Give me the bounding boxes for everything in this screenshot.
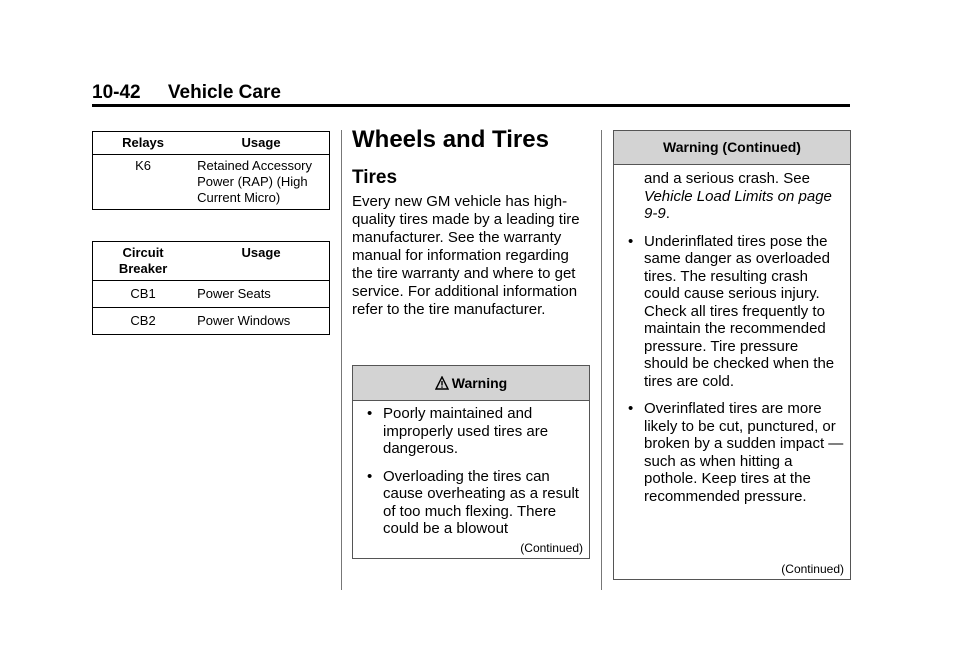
table-row [93,155,330,210]
column-header: Usage [193,242,329,281]
table-row [93,308,330,335]
relays-table [92,131,330,210]
intro-paragraph: Every new GM vehicle has high-quality tires made by a leading tire manufacturer. See the warranty manual for information regarding the tire warranty and where to get service. For additional information refer to the tire manufacturer. [352,193,580,318]
relay-usage: Retained Accessory Power (RAP) (High Current Micro) [197,158,313,205]
breaker-usage: Power Windows [193,308,329,335]
circuit-breaker-table [92,241,330,335]
bullet-text: Overloading the tires can cause overheating as a result of too much flexing. There could be a blowout [383,467,579,537]
page-header [92,82,281,104]
table-header-row [93,132,330,155]
column-header: Usage [193,132,329,155]
bullet-text: Overinflated tires are more likely to be cut, punctured, or broken by a sudden impact — such as when hitting a pothole. Keep tires at the recommended pressure. [644,400,844,505]
warning-bullet [626,400,844,505]
column-header: Relays [93,132,194,155]
column-header: Circuit Breaker [93,242,194,281]
section-heading: Wheels and Tires [352,126,549,153]
breaker-id: CB2 [93,308,194,335]
bullet-icon: • [367,405,373,422]
page-number: 10-42 [92,82,141,103]
breaker-id: CB1 [130,286,156,301]
bullet-icon: • [367,467,373,485]
column-divider-1 [341,130,342,590]
warning-bullet [626,233,844,391]
intro-text-end: . [665,205,670,222]
relay-id: K6 [135,158,151,173]
warning-box [352,365,590,559]
cross-reference: Vehicle Load Limits on page 9-9 [644,187,832,222]
warning-triangle-icon [435,376,449,390]
warning-header [353,366,589,401]
warning-bullet [365,405,583,458]
warning-continuation-text [626,170,844,223]
header-rule [92,104,850,107]
warning-box-continued [613,130,851,580]
continued-label: (Continued) [520,541,583,555]
table-header-row [93,242,330,281]
breaker-usage: Power Seats [197,286,271,301]
continued-label: (Continued) [781,562,844,576]
bullet-text: Poorly maintained and improperly used tires are dangerous. [383,405,549,457]
bullet-text: Underinflated tires pose the same danger as overloaded tires. The resulting crash could cause serious injury. Check all tires frequently to maintain the recommended pressure. Tire pressure should be checked when the tires are cold. [644,232,835,390]
warning-body [353,405,589,538]
warning-bullet [365,468,583,538]
table-row [93,281,330,308]
subsection-heading: Tires [352,167,398,188]
intro-text: and a serious crash. See [644,170,810,187]
warning-title: Warning [451,375,508,391]
column-divider-2 [601,130,602,590]
warning-body [614,170,850,505]
bullet-icon: • [628,400,634,417]
warning-header: Warning (Continued) [614,131,850,165]
section-title: Vehicle Care [167,82,281,103]
bullet-icon: • [628,232,634,250]
